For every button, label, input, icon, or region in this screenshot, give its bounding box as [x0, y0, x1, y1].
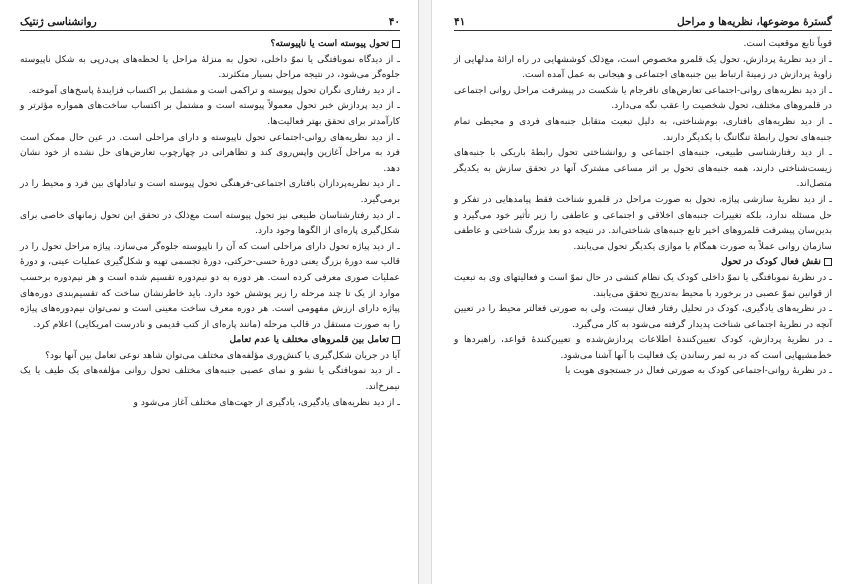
running-title: روانشناسی ژنتیک: [20, 16, 97, 28]
body-paragraph: ـ از دید نظریه‌پردازان بافتاری اجتماعی-فرهنگی تحول پیوسته است و تبادلهای بین فرد و محیط را در برمی‌گیرد.: [20, 178, 400, 205]
body-paragraph: ـ از دید نظریه‌های روانی-اجتماعی تحول ناپیوسته و دارای مراحلی است. در عین حال ممکن است فرد به مراحل آغازین واپس‌روی کند و تظاهراتی در چهارچوب تعارض‌های حل نشده از خود نشان دهد.: [20, 131, 400, 174]
page-body: [20, 36, 400, 410]
body-paragraph: ـ از دید نظریه‌های بافتاری، بوم‌شناختی، به دلیل تبعیت متقابل جنبه‌های فردی و محیطی تمام جنبه‌های تحول رابطهٔ تنگاتنگ با یکدیگر دارند.: [454, 115, 832, 143]
square-bullet-icon: [824, 258, 832, 266]
page-number: ۴۱: [454, 16, 466, 28]
header-rule: [20, 30, 400, 31]
body-paragraph: ـ در نظریهٔ روانی-اجتماعی کودک به صورتی فعال در جستجوی هویت یا: [565, 365, 832, 377]
section-heading: [454, 254, 832, 270]
body-paragraph: ـ از دید رفتارشناسان طبیعی نیز تحول پیوسته است مع‌ذلک در تحقق این تحول زمانهای خاصی برای شکل‌گیری پاره‌ای از الگوها وجود دارد.: [20, 209, 400, 237]
body-paragraph: ـ در نظریه‌های یادگیری، کودک در تحلیل رفتار فعال نیست، ولی به صورتی فعالتر محیط را در تعیین آنچه در نظریهٔ اجتماعی شناخت پدیدار گرفته می‌شود به کار می‌گیرد.: [454, 303, 832, 330]
body-paragraph: آیا در جریان شکل‌گیری یا کنش‌وری مؤلفه‌های مختلف می‌توان شاهد نوعی تعامل بین آنها بود؟: [45, 349, 400, 361]
section-heading: [20, 36, 400, 52]
body-paragraph: ـ در نظریهٔ نموبافتگی یا نموّ داخلی کودک یک نظام کنشی در حال نموّ است و فعالیتهای وی به تبعیت از قوانین نموّ عصبی در برخورد با محیط به‌تدریج تحقق می‌یابند.: [454, 271, 832, 299]
page-body: [454, 36, 832, 379]
left-page: [0, 0, 418, 584]
body-paragraph: ـ از دیدگاه نموبافتگی یا نموّ داخلی، تحول به منزلهٔ مراحل یا لحظه‌های پی‌درپی به شکل ناپیوسته جلوه‌گر می‌شود، در نتیجه مراحل بسیار متکثرند.: [20, 53, 400, 81]
body-paragraph: ـ از دید رفتارشناسی طبیعی، جنبه‌های اجتماعی و روانشناختی تحول رابطهٔ باریکی با جنبه‌های زیست‌شناختی دارند، همه جنبه‌های تحول بر اثر مساعی مشترک آنها در تحقق سازش به یکدیگر متصل‌اند.: [454, 147, 832, 190]
body-paragraph: ـ از دید نظریه‌های روانی-اجتماعی تعارض‌های نافرجام یا شکست در پیشرفت مراحل روانی اجتماعی در قلمروهای مختلف، تحول شخصیت را عقب نگه می‌دارد.: [454, 84, 832, 112]
section-heading: [20, 332, 400, 348]
heading-text: تحول پیوسته است یا ناپیوسته؟: [270, 38, 389, 49]
body-paragraph: ـ از دید نظریه‌های یادگیری، یادگیری از جهت‌های مختلف آغاز می‌شود و: [133, 396, 400, 408]
body-paragraph: ـ در نظریهٔ پردازش، کودک تعیین‌کنندهٔ اطلاعات پردازش‌شده و تعیین‌کنندهٔ قواعد، راهبردها و خط‌مشیهایی است که در به ثمر رساندن یک فعالیت با آنها آشنا می‌شود.: [454, 334, 832, 361]
heading-text: تعامل بین قلمروهای مختلف یا عدم تعامل: [229, 334, 389, 346]
body-paragraph: ـ از دید نظریهٔ پردازش، تحول یک قلمرو مخصوص است، مع‌ذلک کوششهایی در راه ارائهٔ مدلهایی از زاویهٔ پردازش در زمینهٔ ارتباط بین جنبه‌های اجتماعی و هیجانی به عمل آمده است.: [454, 53, 832, 81]
body-paragraph: ـ از دید پیاژه تحول دارای مراحلی است که آن را ناپیوسته جلوه‌گر می‌سازد. پیاژه مراحل تحول را در قالب سه دورهٔ بزرگ یعنی دورهٔ حسی-حرکتی، دورهٔ تجسمی تهیه و شکل‌گیری عملیات عینی، و دورهٔ عملیات صوری معرفی کرده است. هر دوره به دو نیم‌دوره تقسیم شده است و هر نیم‌دوره برحسب موارد از یک تا چند مرحله را زیر پوشش خود دارد. باید خاطرنشان ساخت که تقسیم‌بندی دوره‌های پیاژه دارای ارزش مفهومی است. هر دوره معرف ساخت معینی است و نمی‌توان نیم‌دوره‌های پیاژه را به صورت مستقل در قالب مرحله (مانند پاره‌ای از کتب قدیمی و نادرست امریکایی) اعلام کرد.: [20, 240, 400, 330]
square-bullet-icon: [392, 40, 400, 48]
header-rule: [454, 30, 832, 31]
running-header: [454, 10, 832, 30]
page-number: ۴۰: [388, 16, 400, 28]
square-bullet-icon: [392, 336, 400, 344]
right-page: [432, 0, 852, 584]
running-title: گسترهٔ موضوعها، نظریه‌ها و مراحل: [677, 16, 832, 28]
body-paragraph: ـ از دید نظریهٔ سازشی پیاژه، تحول به صورت مراحل در قلمرو شناخت فقط پیامدهایی در تفکر و حل مسئله ندارد، بلکه تغییرات جنبه‌های اخلاقی و اجتماعی و عاطفی را زیر تأثیر خود می‌گیرد و بدین‌سان پیشرفت قلمروهای اخیر تابع جنبه‌های شناختی‌اند. در نتیجه دو بعد بزرگ شناختی و عاطفی سازمان روانی عملاً به صورت همگام یا موازی یکدیگر تحول می‌یابند.: [454, 193, 832, 252]
body-paragraph: ـ از دید پردازش خبر تحول معمولاً پیوسته است و مشتمل بر اکتساب ساخت‌های همواره مؤثرتر و کارآمدتر برای تحقق بهتر فعالیت‌ها.: [20, 100, 400, 127]
body-paragraph: ـ از دید نموبافتگی یا نشو و نمای عصبی جنبه‌های مختلف تحول روانی مؤلفه‌های یک طیف یا یک نیمرخ‌اند.: [20, 365, 400, 393]
heading-text: نقش فعال کودک در تحول: [721, 256, 821, 268]
body-paragraph: ـ از دید رفتاری نگران تحول پیوسته و تراکمی است و مشتمل بر اکتساب فزایندهٔ پاسخ‌های آموخته.: [28, 84, 400, 96]
book-gutter: [418, 0, 432, 584]
body-paragraph: قویاً تابع موقعیت است.: [743, 38, 832, 49]
running-header: [20, 10, 400, 30]
